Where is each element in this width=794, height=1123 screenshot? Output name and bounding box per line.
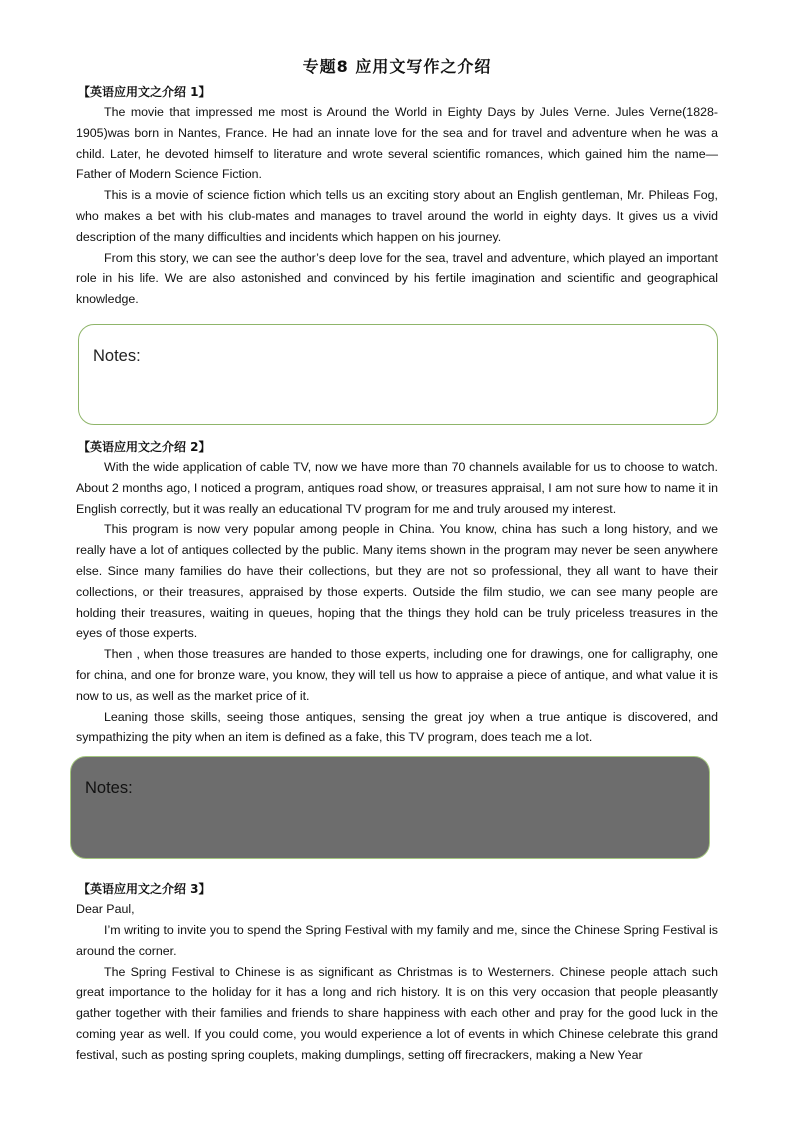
letter-salutation: Dear Paul, bbox=[76, 902, 135, 917]
section-2-paragraph-4: Leaning those skills, seeing those antiques, sensing the great joy when a true antique is discovered, and sympathizing the pity when an item is defined as a fake, this TV program, does teach me a lot. bbox=[76, 709, 718, 745]
section-2-paragraph-3: Then , when those treasures are handed to those experts, including one for drawings, one for calligraphy, one for china, and one for bronze ware, you know, they will tell us how to appraise a piece of antique, and what value it is now to us, as well as the market price of it. bbox=[76, 647, 718, 703]
section-3-paragraph-2: The Spring Festival to Chinese is as significant as Christmas is to Westerners. Chinese people attach such great importance to the holiday for it has a long and rich history. It is on this very occasion that people pleasantly gather together with their families and friends to share happiness with each other and pray for the good luck in the coming year as well. If you could come, you would experience a lot of events in which Chinese celebrate this grand festival, such as posting spring couplets, making dumplings, setting off firecrackers, making a New Year bbox=[76, 964, 718, 1062]
notes-label-1: Notes: bbox=[93, 346, 141, 365]
notes-box-2[interactable] bbox=[70, 756, 710, 859]
section-2-heading: 【英语应用文之介绍 2】 bbox=[78, 439, 211, 454]
section-2-paragraph-1: With the wide application of cable TV, now we have more than 70 channels available for us to choose to watch. About 2 months ago, I noticed a program, antiques road show, or treasures appraisal, I am not sure how to name it in English correctly, but it was really an educational TV program for me and truly aroused my interest. bbox=[76, 459, 718, 516]
notes-label-2: Notes: bbox=[85, 779, 133, 798]
section-1-paragraph-2: This is a movie of science fiction which tells us an exciting story about an English gentleman, Mr. Phileas Fog, who makes a bet with his club-mates and manages to travel around the world in eighty days. It gives us a vivid description of the many difficulties and incidents which happen on his journey. bbox=[76, 188, 718, 244]
document-page bbox=[76, 56, 718, 1066]
section-1-paragraph-1: The movie that impressed me most is Around the World in Eighty Days by Jules Verne. Jules Verne(1828-1905)was born in Nantes, France. He had an innate love for the sea and for travel and adventure when he was a child. Later, he devoted himself to literature and wrote several scientific romances, which gained him the name—Father of Modern Science Fiction. bbox=[76, 105, 718, 182]
section-1-heading: 【英语应用文之介绍 1】 bbox=[78, 85, 211, 99]
section-3-paragraph-1: I’m writing to invite you to spend the Spring Festival with my family and me, since the Chinese Spring Festival is around the corner. bbox=[76, 922, 718, 958]
page-title: 专题8 应用文写作之介绍 bbox=[302, 57, 492, 76]
section-2-paragraph-2: This program is now very popular among people in China. You know, china has such a long history, and we really have a lot of antiques collected by the public. Many items shown in the program may never be seen anywhere else. Since many families do have their collections, but they are not so professional, they all want to have their collections, or their treasures, appraised by those experts. Outside the film studio, we can see many people are holding their treasures, waiting in queues, hoping that the things they hold can be truly priceless treasures in the eyes of those experts. bbox=[76, 522, 718, 641]
notes-box-1[interactable] bbox=[78, 324, 718, 425]
section-1-paragraph-3: From this story, we can see the author’s deep love for the sea, travel and adventure, which played an important role in his life. We are also astonished and convinced by his fertile imagination and scientific and geographical knowledge. bbox=[76, 250, 718, 307]
section-3-heading: 【英语应用文之介绍 3】 bbox=[78, 882, 211, 897]
